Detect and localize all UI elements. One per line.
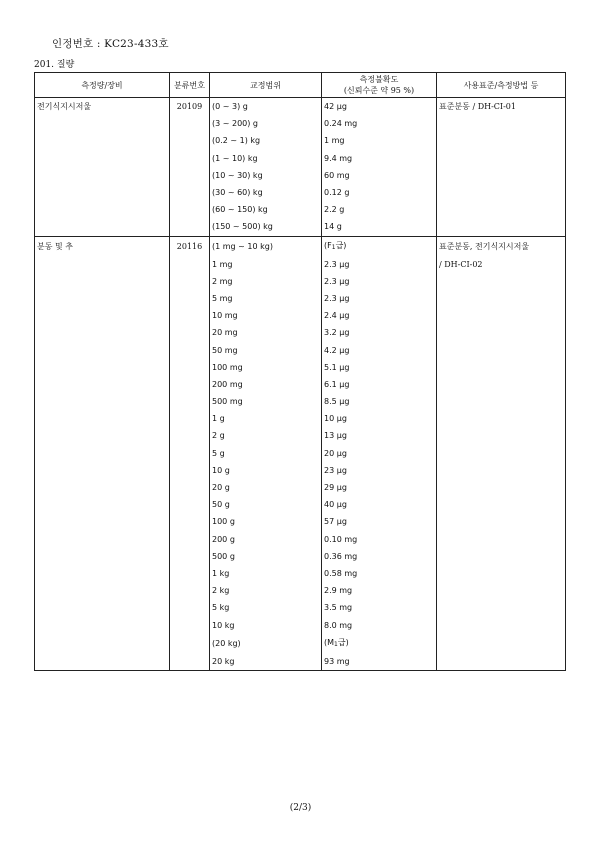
code-cell — [170, 634, 210, 653]
code-cell — [170, 496, 210, 513]
device-cell — [35, 548, 170, 565]
range-cell: 100 mg — [210, 359, 322, 376]
device-cell — [35, 218, 170, 236]
header-code: 분류번호 — [170, 73, 210, 98]
code-cell — [170, 132, 210, 149]
code-cell — [170, 445, 210, 462]
uncertainty-cell — [322, 236, 437, 256]
code-cell — [170, 599, 210, 616]
table-row — [35, 393, 566, 410]
device-cell — [35, 115, 170, 132]
uncertainty-cell: 1 mg — [322, 132, 437, 149]
uncertainty-cell: 2.3 μg — [322, 256, 437, 273]
range-cell: 200 g — [210, 531, 322, 548]
method-cell — [437, 582, 566, 599]
table-row — [35, 513, 566, 530]
device-cell — [35, 496, 170, 513]
range-cell: (0.2 ~ 1) kg — [210, 132, 322, 149]
uncertainty-cell: 9.4 mg — [322, 150, 437, 167]
device-cell: 분동 및 추 — [35, 236, 170, 256]
code-cell — [170, 653, 210, 671]
table-row — [35, 599, 566, 616]
uncertainty-cell: 20 μg — [322, 445, 437, 462]
uncertainty-cell: 8.0 mg — [322, 616, 437, 633]
range-cell: 20 mg — [210, 324, 322, 341]
uncertainty-cell: 93 mg — [322, 653, 437, 671]
range-cell: 5 g — [210, 445, 322, 462]
table-row — [35, 341, 566, 358]
table-row — [35, 427, 566, 444]
table-row — [35, 201, 566, 218]
code-cell — [170, 290, 210, 307]
range-cell: (0 ~ 3) g — [210, 98, 322, 116]
range-cell: 100 g — [210, 513, 322, 530]
table-row — [35, 616, 566, 633]
table-row — [35, 167, 566, 184]
uncertainty-class-suffix: 급) — [335, 240, 347, 250]
method-cell — [437, 359, 566, 376]
uncertainty-cell: 10 μg — [322, 410, 437, 427]
device-cell — [35, 634, 170, 653]
range-cell: 1 kg — [210, 565, 322, 582]
code-cell — [170, 582, 210, 599]
uncertainty-cell: 23 μg — [322, 462, 437, 479]
table-row — [35, 376, 566, 393]
uncertainty-cell: 3.5 mg — [322, 599, 437, 616]
device-cell — [35, 150, 170, 167]
device-cell — [35, 290, 170, 307]
code-cell — [170, 273, 210, 290]
code-cell — [170, 616, 210, 633]
range-cell: 2 kg — [210, 582, 322, 599]
method-cell — [437, 410, 566, 427]
method-cell — [437, 445, 566, 462]
range-cell: 50 mg — [210, 341, 322, 358]
code-cell: 20116 — [170, 236, 210, 256]
table-row — [35, 273, 566, 290]
table-row — [35, 531, 566, 548]
method-cell: / DH-CI-02 — [437, 256, 566, 273]
device-cell — [35, 201, 170, 218]
code-cell — [170, 218, 210, 236]
code-cell — [170, 324, 210, 341]
page-number: (2/3) — [289, 803, 312, 813]
code-cell — [170, 479, 210, 496]
code-cell — [170, 150, 210, 167]
uncertainty-class-prefix: (M — [324, 637, 335, 647]
method-cell — [437, 201, 566, 218]
range-cell: 5 kg — [210, 599, 322, 616]
code-cell — [170, 201, 210, 218]
uncertainty-cell: 6.1 μg — [322, 376, 437, 393]
code-cell — [170, 410, 210, 427]
device-cell — [35, 479, 170, 496]
device-cell — [35, 307, 170, 324]
table-row — [35, 184, 566, 201]
uncertainty-cell: 0.10 mg — [322, 531, 437, 548]
device-cell — [35, 359, 170, 376]
method-cell — [437, 218, 566, 236]
range-cell: 10 mg — [210, 307, 322, 324]
device-cell — [35, 132, 170, 149]
calibration-table — [34, 72, 566, 671]
table-row — [35, 324, 566, 341]
table-row — [35, 359, 566, 376]
table-row — [35, 565, 566, 582]
uncertainty-cell: 0.58 mg — [322, 565, 437, 582]
range-cell: 10 kg — [210, 616, 322, 633]
range-cell: 20 g — [210, 479, 322, 496]
device-cell — [35, 616, 170, 633]
method-cell — [437, 462, 566, 479]
device-cell — [35, 565, 170, 582]
method-cell — [437, 565, 566, 582]
uncertainty-cell: 2.9 mg — [322, 582, 437, 599]
table-body — [35, 98, 566, 671]
code-cell — [170, 427, 210, 444]
device-cell — [35, 462, 170, 479]
code-cell — [170, 115, 210, 132]
table-row — [35, 445, 566, 462]
device-cell — [35, 427, 170, 444]
device-cell — [35, 531, 170, 548]
uncertainty-cell: 13 μg — [322, 427, 437, 444]
range-cell: 1 mg — [210, 256, 322, 273]
table-row — [35, 132, 566, 149]
table-row — [35, 479, 566, 496]
table-row — [35, 218, 566, 236]
uncertainty-cell: 42 μg — [322, 98, 437, 116]
method-cell: 표준분동 / DH-CI-01 — [437, 98, 566, 116]
code-cell — [170, 307, 210, 324]
uncertainty-cell: 3.2 μg — [322, 324, 437, 341]
range-cell: 200 mg — [210, 376, 322, 393]
device-cell — [35, 376, 170, 393]
uncertainty-cell: 4.2 μg — [322, 341, 437, 358]
device-cell — [35, 393, 170, 410]
method-cell — [437, 184, 566, 201]
header-uncertainty — [322, 73, 437, 98]
uncertainty-cell: 8.5 μg — [322, 393, 437, 410]
uncertainty-cell: 60 mg — [322, 167, 437, 184]
method-cell — [437, 496, 566, 513]
range-cell: (20 kg) — [210, 634, 322, 653]
range-cell: (60 ~ 150) kg — [210, 201, 322, 218]
method-cell — [437, 290, 566, 307]
table-row — [35, 634, 566, 653]
code-cell — [170, 167, 210, 184]
device-cell — [35, 324, 170, 341]
table-header-row — [35, 73, 566, 98]
method-cell — [437, 548, 566, 565]
table-row — [35, 496, 566, 513]
uncertainty-cell: 0.36 mg — [322, 548, 437, 565]
code-cell — [170, 462, 210, 479]
code-cell — [170, 565, 210, 582]
uncertainty-cell: 2.2 g — [322, 201, 437, 218]
device-cell — [35, 513, 170, 530]
uncertainty-cell: 29 μg — [322, 479, 437, 496]
device-cell — [35, 599, 170, 616]
uncertainty-cell: 40 μg — [322, 496, 437, 513]
code-cell — [170, 184, 210, 201]
header-range: 교정범위 — [210, 73, 322, 98]
uncertainty-cell: 14 g — [322, 218, 437, 236]
uncertainty-class-subscript: 1 — [334, 640, 338, 648]
range-cell: 20 kg — [210, 653, 322, 671]
range-cell: 5 mg — [210, 290, 322, 307]
table-row — [35, 653, 566, 671]
table-row — [35, 462, 566, 479]
range-cell: (1 ~ 10) kg — [210, 150, 322, 167]
table-row — [35, 115, 566, 132]
table-row — [35, 307, 566, 324]
uncertainty-class-subscript: 1 — [331, 243, 336, 251]
uncertainty-cell — [322, 634, 437, 653]
range-cell: 500 g — [210, 548, 322, 565]
method-cell — [437, 167, 566, 184]
code-cell — [170, 256, 210, 273]
header-uncertainty-line2: (신뢰수준 약 95 %) — [343, 86, 415, 95]
device-cell — [35, 445, 170, 462]
method-cell — [437, 513, 566, 530]
range-cell: 50 g — [210, 496, 322, 513]
method-cell — [437, 324, 566, 341]
code-cell — [170, 393, 210, 410]
method-cell — [437, 132, 566, 149]
range-cell: 2 mg — [210, 273, 322, 290]
range-cell: 2 g — [210, 427, 322, 444]
method-cell — [437, 150, 566, 167]
range-cell: (30 ~ 60) kg — [210, 184, 322, 201]
range-cell: 1 g — [210, 410, 322, 427]
table-row — [35, 410, 566, 427]
table-row — [35, 256, 566, 273]
uncertainty-cell: 2.3 μg — [322, 273, 437, 290]
uncertainty-cell: 57 μg — [322, 513, 437, 530]
header-quantity: 측정량/장비 — [35, 73, 170, 98]
method-cell — [437, 393, 566, 410]
code-cell — [170, 359, 210, 376]
device-cell — [35, 653, 170, 671]
method-cell — [437, 307, 566, 324]
device-cell — [35, 582, 170, 599]
code-cell — [170, 376, 210, 393]
method-cell — [437, 273, 566, 290]
method-cell — [437, 634, 566, 653]
table-row — [35, 150, 566, 167]
uncertainty-class-suffix: 급) — [337, 637, 349, 647]
device-cell — [35, 167, 170, 184]
method-cell — [437, 115, 566, 132]
header-method: 사용표준/측정방법 등 — [437, 73, 566, 98]
uncertainty-cell: 0.12 g — [322, 184, 437, 201]
section-title: 201. 질량 — [34, 60, 75, 70]
method-cell — [437, 599, 566, 616]
code-cell — [170, 341, 210, 358]
device-cell — [35, 256, 170, 273]
table-row — [35, 548, 566, 565]
device-cell — [35, 184, 170, 201]
uncertainty-cell: 0.24 mg — [322, 115, 437, 132]
range-cell: (10 ~ 30) kg — [210, 167, 322, 184]
range-cell: (150 ~ 500) kg — [210, 218, 322, 236]
uncertainty-cell: 5.1 μg — [322, 359, 437, 376]
method-cell — [437, 427, 566, 444]
method-cell — [437, 531, 566, 548]
method-cell — [437, 376, 566, 393]
uncertainty-cell: 2.3 μg — [322, 290, 437, 307]
method-cell — [437, 479, 566, 496]
method-cell — [437, 653, 566, 671]
device-cell — [35, 410, 170, 427]
device-cell — [35, 341, 170, 358]
certification-number: 인정번호 : KC23-433호 — [52, 38, 169, 50]
method-cell — [437, 341, 566, 358]
range-cell: 500 mg — [210, 393, 322, 410]
device-cell — [35, 273, 170, 290]
range-cell: (1 mg ~ 10 kg) — [210, 236, 322, 256]
header-uncertainty-line1: 측정불확도 — [359, 75, 399, 84]
code-cell — [170, 548, 210, 565]
table-row — [35, 290, 566, 307]
table-row — [35, 98, 566, 116]
table-row — [35, 236, 566, 256]
code-cell: 20109 — [170, 98, 210, 116]
method-cell — [437, 616, 566, 633]
uncertainty-class-prefix: (F — [324, 240, 332, 250]
range-cell: (3 ~ 200) g — [210, 115, 322, 132]
uncertainty-cell: 2.4 μg — [322, 307, 437, 324]
device-cell: 전기식지시저울 — [35, 98, 170, 116]
table-row — [35, 582, 566, 599]
code-cell — [170, 513, 210, 530]
code-cell — [170, 531, 210, 548]
range-cell: 10 g — [210, 462, 322, 479]
method-cell: 표준분동, 전기식지시저울 — [437, 236, 566, 256]
